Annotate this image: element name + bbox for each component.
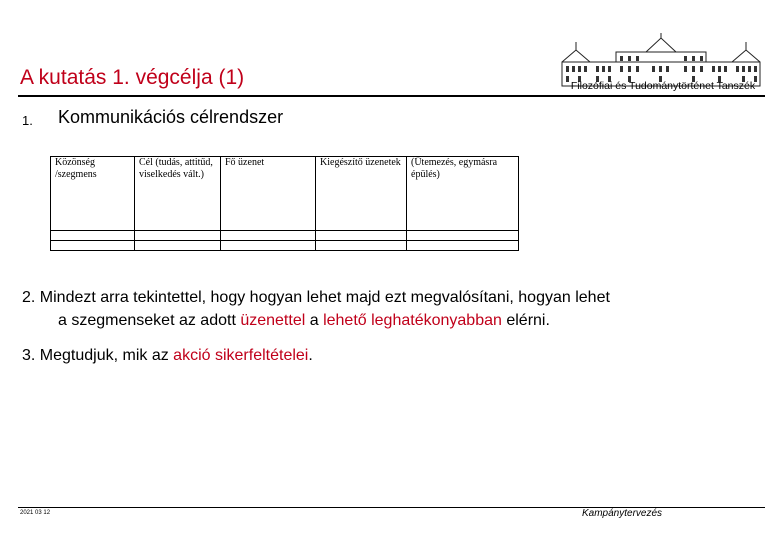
list-number: 1.: [22, 113, 33, 128]
table-header-row: [51, 157, 519, 231]
table-row: [51, 231, 519, 241]
paragraph-2: [22, 286, 767, 332]
page-title: A kutatás 1. végcélja (1): [20, 66, 245, 89]
highlight-effective: lehető leghatékonyabban: [323, 312, 502, 329]
footer-date: 2021 03 12: [20, 510, 51, 516]
table-header-cell: Cél (tudás, attitűd, viselkedés vált.): [135, 157, 221, 231]
table-header-cell: Közönség /szegmens: [51, 157, 135, 231]
list-item-text: Kommunikációs célrendszer: [58, 107, 284, 127]
logo-caption: Filozófiai és Tudománytörténet Tanszék: [570, 80, 756, 92]
paragraph-2-line2: a szegmenseket az adott üzenettel a lehető leghatékonyabban elérni.: [58, 312, 550, 329]
highlight-message: üzenettel: [240, 312, 306, 329]
table-header-cell: Fő üzenet: [221, 157, 316, 231]
paragraph-3: 3. Megtudjuk, mik az akció sikerfeltételei.: [22, 347, 313, 364]
table-header-cell: Kiegészítő üzenetek: [316, 157, 407, 231]
communication-table: [50, 156, 519, 251]
footer-title: Kampánytervezés: [582, 508, 663, 519]
paragraph-2-line1: 2. Mindezt arra tekintettel, hogy hogyan lehet majd ezt megvalósítani, hogyan lehet: [22, 289, 610, 306]
table-row: [51, 241, 519, 251]
highlight-success-conditions: akció sikerfeltételei: [173, 347, 309, 364]
table-header-cell: (Ütemezés, egymásra épülés): [407, 157, 519, 231]
title-divider: [18, 95, 765, 97]
